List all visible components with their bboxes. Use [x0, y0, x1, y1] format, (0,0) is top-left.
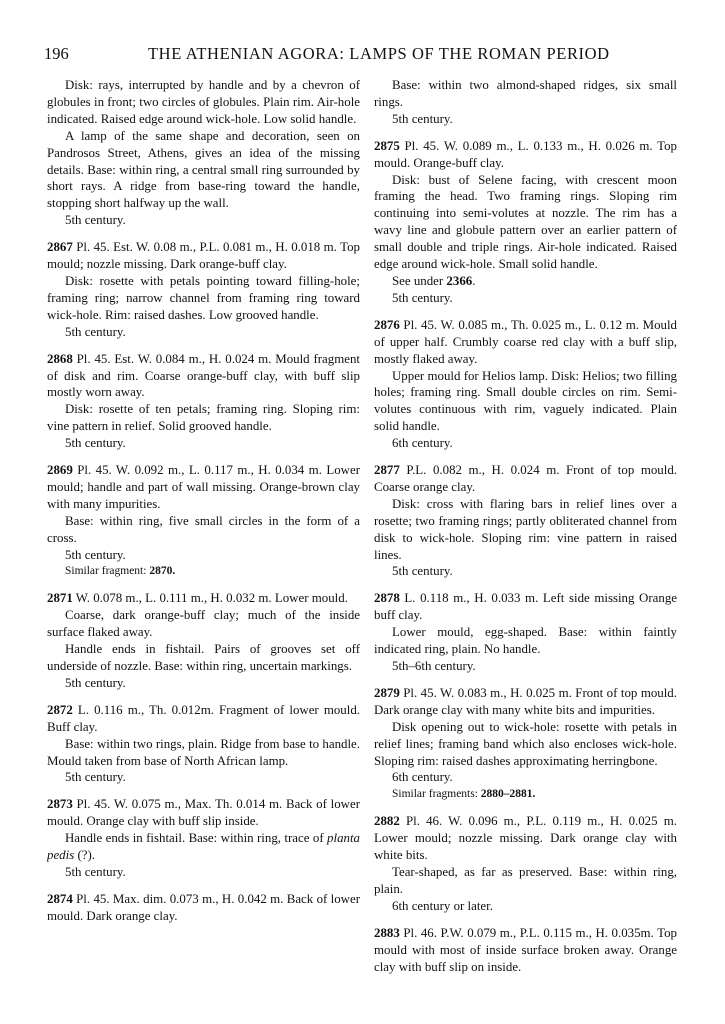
entry-century: 5th century.	[65, 324, 126, 339]
entry-century: 5th–6th century.	[392, 659, 476, 673]
entry-description: Lower mould, egg-shaped. Base: within faintly indicated ring, plain. No handle.	[374, 625, 677, 657]
similar-label: Similar fragments:	[392, 788, 478, 801]
entry-heading: L. 0.116 m., Th. 0.012m. Fragment of lower mould. Buff clay.	[47, 702, 360, 734]
entry-century: 5th century.	[392, 111, 453, 126]
reference-number: 2366	[446, 273, 473, 288]
entry-description: Disk: bust of Selene facing, with crescent moon framing the head. Two framing rings. Sloping rim continuing into semi-volutes at nozzle. The rim has a wavy line and globule pattern over an earlier pattern of small double and triple rings. Air-hole indicated. Raised edge around wick-hole. Small solid handle.	[374, 172, 677, 272]
entry-century: 5th century.	[65, 864, 126, 879]
similar-fragment-note	[374, 786, 677, 803]
entry-century: 6th century.	[392, 436, 453, 451]
entry-heading: Pl. 46. P.W. 0.079 m., P.L. 0.115 m., H. 0.035m. Top mould with most of inside surface broken away. Orange clay with buff slip on inside.	[374, 925, 677, 974]
cross-reference: See under 2366.	[392, 273, 476, 288]
page-number: 196	[44, 44, 69, 63]
catalogue-number: 2872	[47, 702, 73, 717]
similar-fragment-note	[47, 563, 360, 580]
entry-heading: Pl. 45. Est. W. 0.08 m., P.L. 0.081 m., H. 0.018 m. Top mould; nozzle missing. Dark orange-buff clay.	[47, 240, 360, 272]
catalogue-entry-2875	[374, 138, 677, 307]
entry-century: 6th century or later.	[392, 898, 493, 913]
entry-description: Disk: cross with flaring bars in relief lines over a rosette; two framing rings; partly obliterated channel from disk to wick-hole. Sloping rim: vine pattern in raised lines.	[374, 496, 677, 562]
entry-description: Disk opening out to wick-hole: rosette with petals in relief lines; framing band which also encloses wick-hole. Sloping rim: raised dashes approximating herringbone.	[374, 719, 677, 768]
entry-description: Base: within ring, five small circles in the form of a cross.	[47, 513, 360, 545]
entry-heading: Pl. 45. W. 0.092 m., L. 0.117 m., H. 0.034 m. Lower mould; handle and part of wall missing. Orange-brown clay with many impurities.	[47, 463, 360, 511]
entry-heading: Pl. 46. W. 0.096 m., P.L. 0.119 m., H. 0.025 m. Lower mould; nozzle missing. Dark orange clay with white bits.	[374, 814, 677, 863]
catalogue-number: 2867	[47, 240, 73, 255]
entry-century: 5th century.	[65, 675, 126, 690]
entry-heading: Pl. 45. W. 0.083 m., H. 0.025 m. Front of top mould. Dark orange clay with many white bits and impurities.	[374, 685, 677, 717]
catalogue-entry-2873	[47, 796, 360, 881]
catalogue-number: 2873	[47, 797, 73, 812]
continued-entry	[374, 77, 677, 128]
entry-century: 5th century.	[392, 290, 453, 305]
entry-description: A lamp of the same shape and decoration, seen on Pandrosos Street, Athens, gives an idea of the missing details. Base: within ring, a central small ring surrounded by short rays. A ridge from base-ring toward the handle, stopping short halfway up the wall.	[47, 128, 360, 211]
catalogue-number: 2879	[374, 685, 400, 700]
catalogue-entry-2877	[374, 462, 677, 580]
entry-description: Disk: rosette of ten petals; framing ring. Sloping rim: vine pattern in relief. Solid grooved handle.	[47, 402, 360, 434]
entry-description: Disk: rays, interrupted by handle and by a chevron of globules in front; two circles of globules. Plain rim. Air-hole indicated. Raised edge around wick-hole. Low solid handle.	[47, 78, 360, 126]
entry-description: Handle ends in fishtail. Pairs of grooves set off underside of nozzle. Base: within ring, uncertain markings.	[47, 642, 360, 673]
catalogue-number: 2869	[47, 463, 73, 478]
catalogue-number: 2877	[374, 463, 400, 478]
catalogue-number: 2871	[47, 591, 73, 606]
entry-century: 5th century.	[65, 547, 126, 562]
catalogue-entry-2871	[47, 590, 360, 691]
right-column	[374, 77, 677, 975]
entry-description: Disk: rosette with petals pointing toward filling-hole; framing ring; narrow channel from framing ring toward wick-hole. Rim: raised dashes. Low grooved handle.	[47, 273, 360, 322]
catalogue-number: 2874	[47, 891, 73, 906]
catalogue-entry-2869	[47, 462, 360, 580]
entry-description: Handle ends in fishtail. Base: within ring, trace of planta pedis (?).	[47, 831, 360, 863]
entry-century: 5th century.	[65, 213, 126, 228]
catalogue-entry-2874	[47, 891, 360, 925]
similar-numbers: 2870.	[149, 565, 176, 578]
entry-century: 5th century.	[65, 436, 126, 451]
entry-description: Base: within two rings, plain. Ridge from base to handle. Mould taken from base of North African lamp.	[47, 736, 360, 768]
entry-description: Coarse, dark orange-buff clay; much of the inside surface flaked away.	[47, 608, 360, 640]
catalogue-number: 2882	[374, 814, 400, 829]
entry-heading: Pl. 45. W. 0.089 m., L. 0.133 m., H. 0.026 m. Top mould. Orange-buff clay.	[374, 138, 677, 170]
similar-label: Similar fragment:	[65, 565, 147, 578]
similar-numbers: 2880–2881.	[480, 788, 536, 801]
left-column	[47, 77, 360, 925]
entry-heading: Pl. 45. Max. dim. 0.073 m., H. 0.042 m. Back of lower mould. Dark orange clay.	[47, 891, 360, 923]
continued-entry	[47, 77, 360, 229]
entry-century: 6th century.	[392, 770, 453, 785]
catalogue-entry-2878	[374, 590, 677, 675]
catalogue-entry-2868	[47, 351, 360, 452]
page-header	[44, 44, 682, 68]
entry-description: Base: within two almond-shaped ridges, six small rings.	[374, 78, 677, 109]
entry-heading: Pl. 45. W. 0.075 m., Max. Th. 0.014 m. Back of lower mould. Orange clay with buff slip inside.	[47, 797, 360, 829]
catalogue-number: 2875	[374, 138, 400, 153]
catalogue-entry-2882	[374, 813, 677, 914]
entry-heading: Pl. 45. Est. W. 0.084 m., H. 0.024 m. Mould fragment of disk and rim. Coarse orange-buff clay, with buff slip mostly worn away.	[47, 351, 360, 400]
catalogue-number: 2878	[374, 591, 400, 606]
catalogue-number: 2868	[47, 351, 73, 366]
entry-description: Upper mould for Helios lamp. Disk: Helios; two filling holes; framing ring. Small double circles on rim. Semi-volutes continuous with rim, vaguely indicated. Plain solid handle.	[374, 368, 677, 434]
catalogue-entry-2879	[374, 685, 677, 803]
entry-heading: P.L. 0.082 m., H. 0.024 m. Front of top mould. Coarse orange clay.	[374, 463, 677, 494]
catalogue-entry-2876	[374, 317, 677, 452]
entry-heading: W. 0.078 m., L. 0.111 m., H. 0.032 m. Lower mould.	[75, 591, 348, 606]
entry-description: Tear-shaped, as far as preserved. Base: within ring, plain.	[374, 864, 677, 896]
catalogue-number: 2883	[374, 925, 400, 940]
catalogue-entry-2883	[374, 925, 677, 976]
entry-heading: L. 0.118 m., H. 0.033 m. Left side missing Orange buff clay.	[374, 591, 677, 623]
running-title: THE ATHENIAN AGORA: LAMPS OF THE ROMAN PERIOD	[148, 44, 610, 63]
italic-term: planta pedis	[47, 831, 360, 863]
entry-heading: Pl. 45. W. 0.085 m., Th. 0.025 m., L. 0.12 m. Mould of upper half. Crumbly coarse red clay with a buff slip, mostly flaked away.	[374, 317, 677, 366]
catalogue-entry-2872	[47, 702, 360, 787]
catalogue-entry-2867	[47, 239, 360, 340]
entry-century: 5th century.	[65, 770, 126, 785]
entry-century: 5th century.	[392, 564, 453, 579]
catalogue-number: 2876	[374, 317, 400, 332]
